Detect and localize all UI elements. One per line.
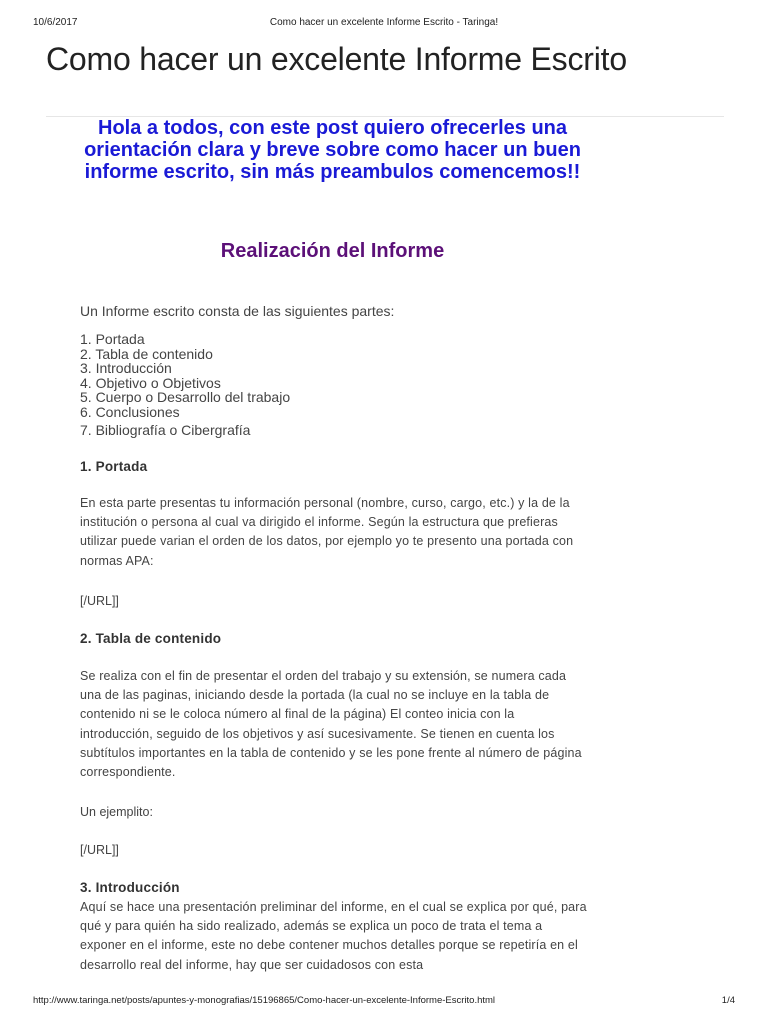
list-item: 6. Conclusiones (80, 403, 180, 420)
list-item: 3. Introducción (80, 360, 172, 377)
list-item: 1. Portada (80, 331, 145, 347)
source-url: http://www.taringa.net/posts/apuntes-y-monografias/15196865/Como-hacer-un-excelente-Informe-Escrito.html (33, 995, 496, 1006)
introduccion-heading: 3. Introducción (80, 880, 180, 895)
list-item: 4. Objetivo o Objetivos (80, 374, 221, 391)
page-number: 1/4 (721, 995, 735, 1006)
print-header (0, 17, 768, 31)
intro-text: Hola a todos, con este post quiero ofrecerles una orientación clara y breve sobre como hacer un buen informe escrito, sin más preambulos comencemos!! (84, 117, 581, 183)
parts-lead: Un Informe escrito consta de las siguientes partes: (80, 303, 395, 319)
tabla-example-label: Un ejemplito: (80, 805, 153, 819)
tabla-heading: 2. Tabla de contenido (80, 631, 222, 646)
print-page-title: Como hacer un excelente Informe Escrito - Taringa! (269, 17, 499, 28)
page-title: Como hacer un excelente Informe Escrito (46, 41, 627, 77)
list-item: 5. Cuerpo o Desarrollo del trabajo (80, 389, 291, 406)
tabla-body: Se realiza con el fin de presentar el orden del trabajo y su extensión, se numera cada una de las paginas, iniciando desde la portada (la cual no se incluye en la tabla de contenido ni se le coloca número al final de la página) El conteo inicia con la introducción, seguido de los objetivos y así sucesivamente. Se tienen en cuenta los subtítulos importantes en la tabla de contenido y se les pone frente al número de página correspondiente. (80, 669, 582, 780)
portada-body: En esta parte presentas tu información personal (nombre, curso, cargo, etc.) y la de la institución o persona al cual va dirigido el informe. Según la estructura que prefieras utilizar puede varian el orden de los datos, por ejemplo yo te presento una portada con normas APA: (80, 496, 574, 568)
print-footer (0, 995, 768, 1009)
section-heading: Realización del Informe (220, 240, 445, 262)
tabla-image-link[interactable]: [/URL]] (80, 843, 119, 857)
parts-list (80, 332, 290, 437)
portada-image-link[interactable]: [/URL]] (80, 594, 119, 608)
list-item: 2. Tabla de contenido (80, 345, 213, 362)
print-date: 10/6/2017 (33, 17, 78, 28)
introduccion-body: Aquí se hace una presentación preliminar del informe, en el cual se explica por qué, para qué y para quién ha sido realizado, además se explica un poco de trata el tema a exponer en el informe, este no debe contener muchos detalles porque se repetiría en el desarrollo real del informe, hay que ser cuidadosos con esta (80, 900, 587, 972)
list-item: 7. Bibliografía o Cibergrafía (80, 421, 251, 438)
portada-heading: 1. Portada (80, 459, 148, 474)
